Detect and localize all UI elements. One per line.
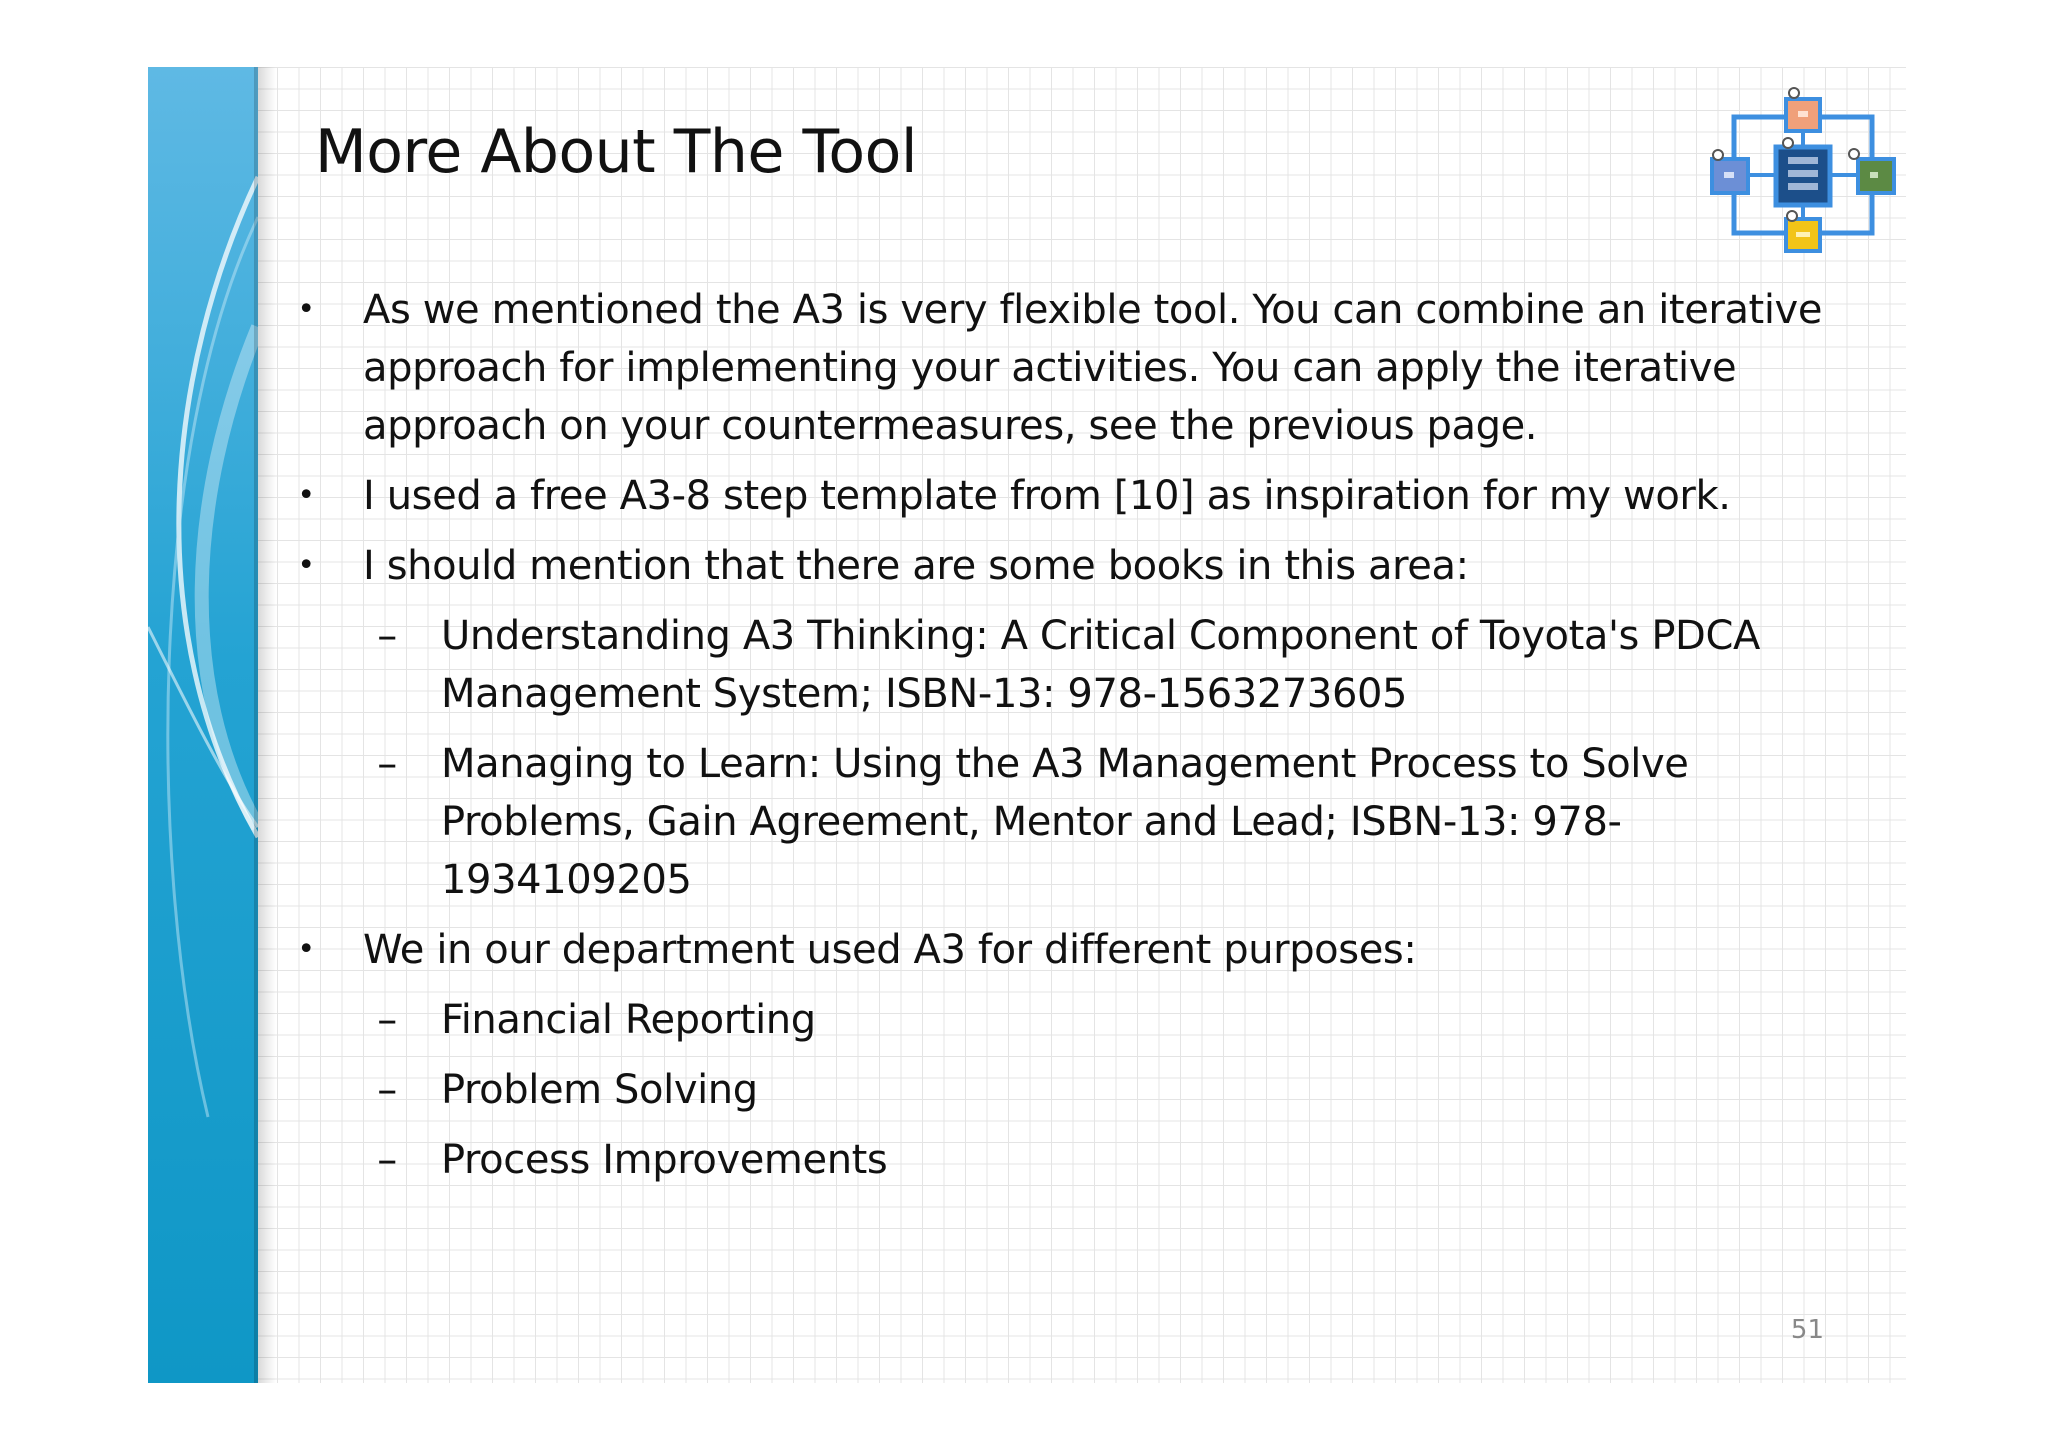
list-item (291, 921, 1863, 979)
sub-bullet-text: Problem Solving (441, 1067, 758, 1113)
sub-list-item (291, 1131, 1851, 1189)
bullet-text: I used a free A3-8 step template from [10] as inspiration for my work. (363, 473, 1731, 519)
wave-decoration-icon (148, 67, 258, 1383)
bullet-text: We in our department used A3 for different purposes: (363, 927, 1417, 973)
linked-squares-diagram-icon (1708, 87, 1898, 257)
bullet-marker: • (297, 478, 315, 513)
sub-bullet-marker: – (377, 1137, 397, 1183)
sub-bullet-marker: – (377, 1067, 397, 1113)
decorative-side-band (148, 67, 258, 1383)
bullet-list (291, 281, 1891, 1201)
sub-list-item (291, 607, 1851, 723)
bullet-marker: • (297, 292, 315, 327)
sub-bullet-text: Process Improvements (441, 1137, 888, 1183)
sub-list-item (291, 991, 1851, 1049)
slide (148, 67, 1906, 1383)
slide-title: More About The Tool (315, 117, 917, 187)
bullet-text: As we mentioned the A3 is very flexible tool. You can combine an iterative approach for implementing your activities. You can apply the iterative approach on your countermeasures, see the previous page. (363, 287, 1823, 449)
bullet-marker: • (297, 548, 315, 583)
list-item (291, 467, 1863, 525)
sub-bullet-text: Financial Reporting (441, 997, 816, 1043)
list-item (291, 281, 1863, 455)
sub-bullet-marker: – (377, 741, 397, 787)
sub-bullet-marker: – (377, 613, 397, 659)
sub-bullet-text: Understanding A3 Thinking: A Critical Component of Toyota's PDCA Management System; ISBN-13: 978-1563273605 (441, 613, 1760, 717)
bullet-marker: • (297, 932, 315, 967)
list-item (291, 537, 1863, 595)
page-number: 51 (1790, 1315, 1824, 1345)
sub-list-item (291, 735, 1851, 909)
bullet-text: I should mention that there are some books in this area: (363, 543, 1469, 589)
band-shadow (254, 67, 276, 1383)
sub-bullet-text: Managing to Learn: Using the A3 Management Process to Solve Problems, Gain Agreement, Mentor and Lead; ISBN-13: 978-1934109205 (441, 741, 1689, 903)
sub-bullet-marker: – (377, 997, 397, 1043)
sub-list-item (291, 1061, 1851, 1119)
